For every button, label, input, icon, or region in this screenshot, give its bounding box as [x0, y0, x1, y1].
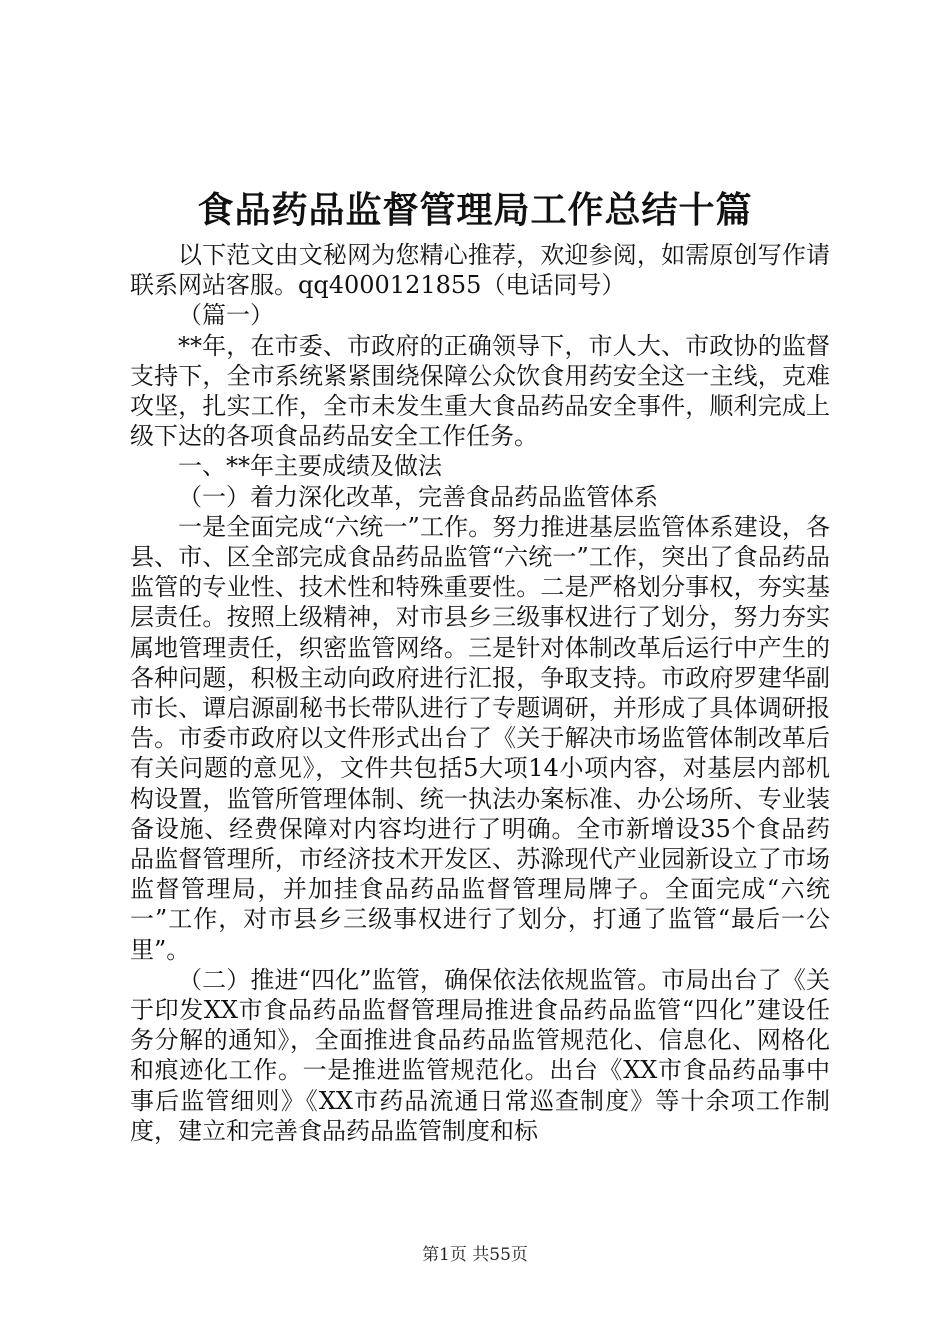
opening-paragraph: **年，在市委、市政府的正确领导下，市人大、市政协的监督支持下，全市系统紧紧围绕保障公众饮食用药安全这一主线，克难攻坚，扎实工作，全市未发生重大食品药品安全事件，顺利完成上级下达的各项食品药品安全工作任务。 [130, 331, 830, 451]
body-paragraph: 一是全面完成“六统一”工作。努力推进基层监管体系建设，各县、市、区全部完成食品药品监管“六统一”工作，突出了食品药品监管的专业性、技术性和特殊重要性。二是严格划分事权，夯实基层责任。按照上级精神，对市县乡三级事权进行了划分，努力夯实属地管理责任，织密监管网络。三是针对体制改革后运行中产生的各种问题，积极主动向政府进行汇报，争取支持。市政府罗建华副市长、谭启源副秘书长带队进行了专题调研，并形成了具体调研报告。市委市政府以文件形式出台了《关于解决市场监管体制改革后有关问题的意见》，文件共包括5大项14小项内容，对基层内部机构设置，监管所管理体制、统一执法办案标准、办公场所、专业装备设施、经费保障对内容均进行了明确。全市新增设35个食品药品监督管理所，市经济技术开发区、苏滁现代产业园新设立了市场监督管理局，并加挂食品药品监督管理局牌子。全面完成“六统一”工作，对市县乡三级事权进行了划分，打通了监管“最后一公里”。 [130, 512, 830, 964]
document-title: 食品药品监督管理局工作总结十篇 [197, 189, 753, 231]
intro-paragraph: 以下范文由文秘网为您精心推荐，欢迎参阅，如需原创写作请联系网站客服。qq4000121855（电话同号） [130, 241, 830, 300]
body-paragraph: （二）推进“四化”监管，确保依法依规监管。市局出台了《关于印发XX市食品药品监督管理局推进食品药品监管“四化”建设任务分解的通知》，全面推进食品药品监管规范化、信息化、网格化和痕迹化工作。一是推进监管规范化。出台《XX市食品药品事中事后监管细则》《XX市药品流通日常巡查制度》等十余项工作制度，建立和完善食品药品监管制度和标 [130, 965, 830, 1145]
subsection-heading: （一）着力深化改革，完善食品药品监管体系 [178, 482, 658, 511]
section-heading: 一、**年主要成绩及做法 [178, 452, 442, 481]
page-footer: 第1页 共55页 [422, 1245, 528, 1265]
section-label: （篇一） [178, 301, 274, 330]
document-body [130, 240, 830, 1146]
